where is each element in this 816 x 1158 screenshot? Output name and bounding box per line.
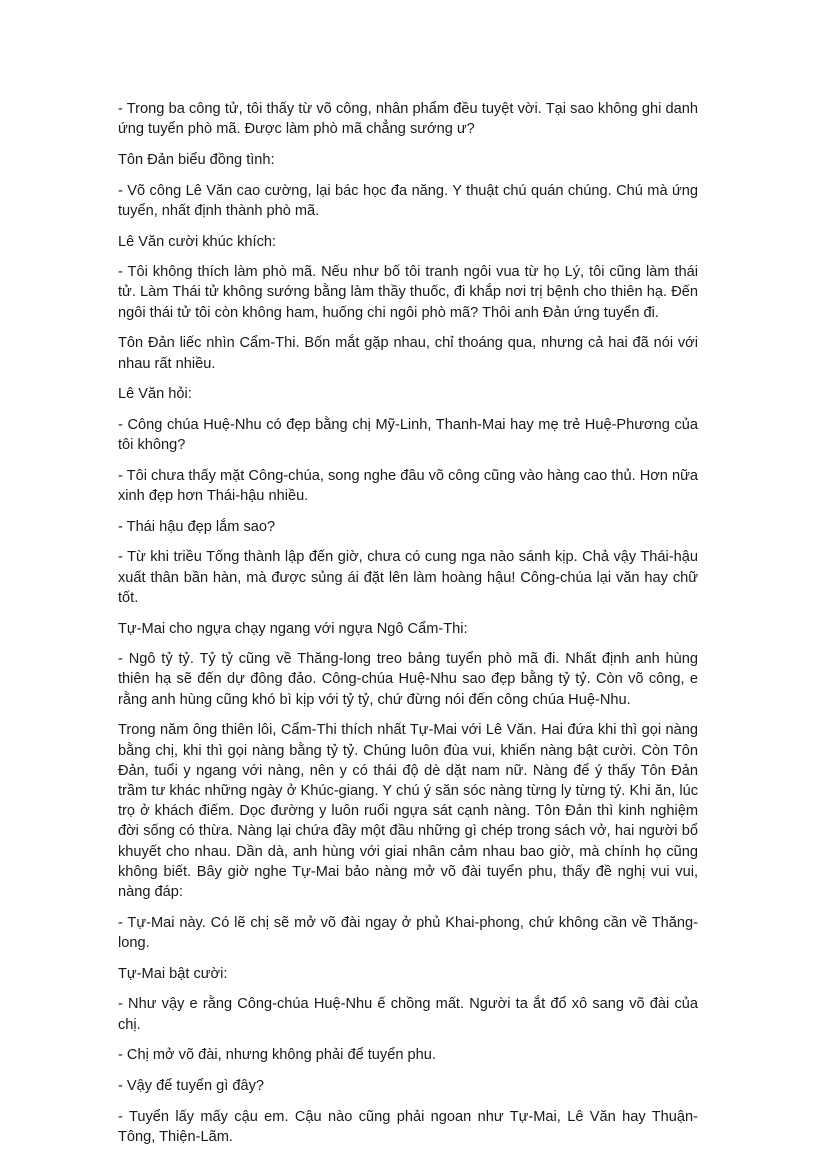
paragraph-15: - Tự-Mai này. Có lẽ chị sẽ mở võ đài ngay ở phủ Khai-phong, chứ không cần về Thăng-long. [118, 914, 698, 951]
paragraph-4: Lê Văn cười khúc khích: [118, 233, 277, 250]
paragraph-5: - Tôi không thích làm phò mã. Nếu như bố tôi tranh ngôi vua từ họ Lý, tôi cũng làm thái tử. Làm Thái tử không sướng bằng làm thầy thuốc, đi khắp nơi trị bệnh cho thiên hạ. Đến ngôi thái tử tôi còn không ham, huống chi ngôi phò mã? Thôi anh Đản ứng tuyển đi. [118, 264, 698, 321]
paragraph-17: - Như vậy e rằng Công-chúa Huệ-Nhu ế chồng mất. Người ta ắt đổ xô sang võ đài của chị. [118, 996, 698, 1033]
paragraph-9: - Tôi chưa thấy mặt Công-chúa, song nghe đâu võ công cũng vào hàng cao thủ. Hơn nữa xinh đẹp hơn Thái-hậu nhiều. [118, 467, 698, 505]
paragraph-20: - Tuyển lấy mấy cậu em. Cậu nào cũng phải ngoan như Tự-Mai, Lê Văn hay Thuận-Tông, Thiện-Lãm. [118, 1108, 698, 1145]
paragraph-18: - Chị mở võ đài, nhưng không phải để tuyển phu. [118, 1047, 436, 1064]
document-page [118, 99, 698, 1158]
paragraph-7: Lê Văn hỏi: [118, 386, 192, 403]
paragraph-14: Trong năm ông thiên lôi, Cẩm-Thi thích nhất Tự-Mai với Lê Văn. Hai đứa khi thì gọi nàng bằng chị, khi thì gọi nàng bằng tỷ tỷ. Chúng luôn đùa vui, khiến nàng bật cười. Còn Tôn Đản, tuổi y ngang với nàng, nên y có thái độ dè dặt nam nữ. Nàng để ý thấy Tôn Đản trầm tư khác những ngày ở Khúc-giang. Y chú ý săn sóc nàng từng ly từng tý. Khi ăn, lúc trọ ở khách điếm. Dọc đường y luôn ruổi ngựa sát cạnh nàng. Tôn Đản thì kinh nghiệm đời sống có thừa. Nàng lại chứa đầy một đầu những gì chép trong sách vở, hai người bổ khuyết cho nhau. Dần dà, anh hùng với giai nhân cảm nhau bao giờ, mà chính họ cũng không biết. Bây giờ nghe Tự-Mai bảo nàng mở võ đài tuyển phu, thấy đề nghị vui vui, nàng đáp: [118, 722, 698, 900]
paragraph-6: Tôn Đản liếc nhìn Cẩm-Thi. Bốn mắt gặp nhau, chỉ thoáng qua, nhưng cả hai đã nói với nhau rất nhiều. [118, 335, 698, 372]
paragraph-16: Tự-Mai bật cười: [118, 965, 228, 982]
paragraph-10: - Thái hậu đẹp lắm sao? [118, 518, 276, 535]
paragraph-8: - Công chúa Huệ-Nhu có đẹp bằng chị Mỹ-Linh, Thanh-Mai hay mẹ trẻ Huệ-Phương của tôi không? [118, 416, 698, 454]
paragraph-1: - Trong ba công tử, tôi thấy từ võ công, nhân phẩm đều tuyệt vời. Tại sao không ghi danh ứng tuyển phò mã. Được làm phò mã chẳng sướng ư? [118, 101, 698, 138]
paragraph-12: Tự-Mai cho ngựa chạy ngang với ngựa Ngô Cẩm-Thi: [118, 620, 468, 637]
paragraph-11: - Từ khi triều Tống thành lập đến giờ, chưa có cung nga nào sánh kịp. Chả vậy Thái-hậu xuất thân bần hàn, mà được sủng ái đặt lên làm hoàng hậu! Công-chúa lại văn hay chữ tốt. [118, 549, 698, 606]
paragraph-19: - Vậy để tuyển gì đây? [118, 1077, 265, 1094]
paragraph-13: - Ngô tỷ tỷ. Tỷ tỷ cũng về Thăng-long treo bảng tuyển phò mã đi. Nhất định anh hùng thiên hạ sẽ đến dự đông đảo. Công-chúa Huệ-Nhu sao đẹp bằng tỷ tỷ. Còn võ công, e rằng anh hùng cũng khó bì kịp với tỷ tỷ, chứ đừng nói đến công chúa Huệ-Nhu. [118, 651, 698, 708]
paragraph-2: Tôn Đản biểu đồng tình: [118, 151, 275, 168]
paragraph-3: - Võ công Lê Văn cao cường, lại bác học đa năng. Y thuật chú quán chúng. Chú mà ứng tuyển, nhất định thành phò mã. [118, 182, 698, 219]
